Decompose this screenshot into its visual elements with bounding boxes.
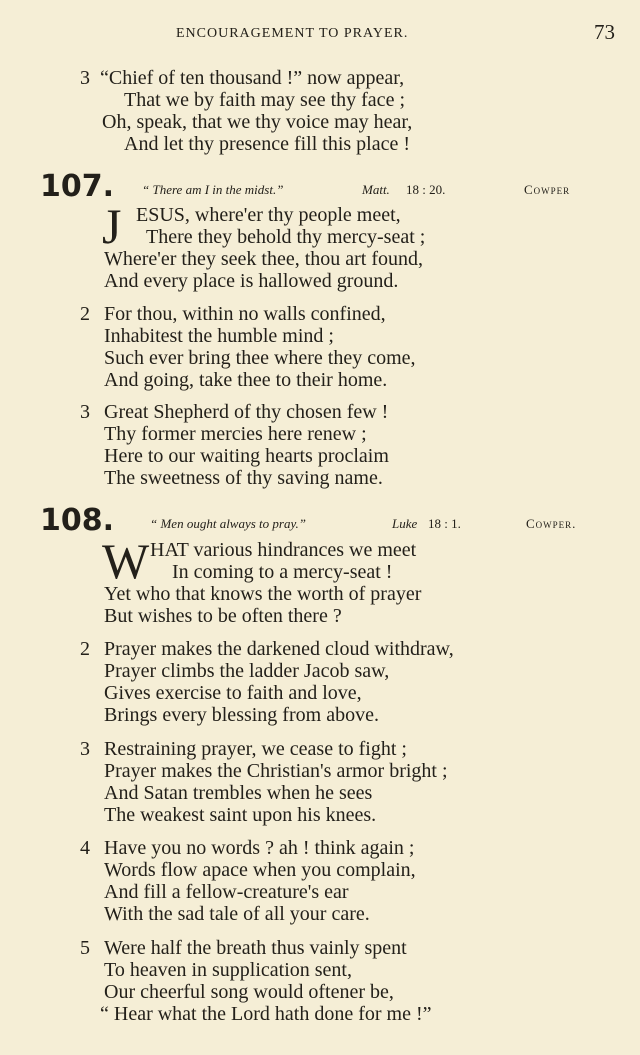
hymn-number: 108. [40,503,115,538]
verse-line: That we by faith may see thy face ; [124,89,405,111]
verse-number: 4 [80,837,90,859]
verse-line: HAT various hindrances we meet [150,539,417,561]
verse-line: There they behold thy mercy-seat ; [146,226,426,248]
page-number: 73 [594,20,615,44]
verse-number: 2 [80,303,90,325]
verse-line: And every place is hallowed ground. [104,270,399,292]
verse-line: Gives exercise to faith and love, [104,682,362,704]
verse-line: Yet who that knows the worth of prayer [104,583,422,605]
verse-line: And going, take thee to their home. [104,369,388,391]
verse-number: 3 [80,67,90,89]
verse-line: And fill a fellow-creature's ear [104,881,349,903]
verse-line: Were half the breath thus vainly spent [104,937,407,959]
verse-line: To heaven in supplication sent, [104,959,352,981]
running-title: ENCOURAGEMENT TO PRAYER. [176,26,409,41]
verse-line: “ Hear what the Lord hath done for me !” [100,1003,432,1025]
hymn-author: Cowper. [526,516,577,531]
verse-number: 3 [80,401,90,423]
hymn-source-book: Matt. [362,182,390,197]
verse-line: Inhabitest the humble mind ; [104,325,334,347]
verse-line: The weakest saint upon his knees. [104,804,377,826]
verse-line: And let thy presence fill this place ! [124,133,411,155]
verse-line: Brings every blessing from above. [104,704,379,726]
hymn-108-heading [0,503,640,538]
verse-line: Oh, speak, that we thy voice may hear, [102,111,413,133]
verse-line: And Satan trembles when he sees [104,782,373,804]
verse-line: Prayer makes the darkened cloud withdraw, [104,638,454,660]
hymn-author: Cowper [524,182,571,197]
verse-line: Great Shepherd of thy chosen few ! [104,401,389,423]
verse-line: Prayer climbs the ladder Jacob saw, [104,660,390,682]
hymn-epigraph: “ Men ought always to pray.” [150,516,307,531]
verse-line: “Chief of ten thousand !” now appear, [100,67,405,89]
hymn-number: 107. [40,169,115,204]
verse-line: In coming to a mercy-seat ! [172,561,393,583]
verse-line: Our cheerful song would oftener be, [104,981,394,1003]
hymn-source-ref: 18 : 1. [428,516,461,531]
hymn-epigraph: “ There am I in the midst.” [142,182,284,197]
verse-number: 5 [80,937,90,959]
verse-number: 2 [80,638,90,660]
verse-line: For thou, within no walls confined, [104,303,386,325]
verse-line: The sweetness of thy saving name. [104,467,383,489]
hymn-source-book: Luke [392,516,418,531]
drop-cap: W [102,533,150,589]
drop-cap: J [102,198,122,254]
verse-line: Where'er they seek thee, thou art found, [104,248,424,270]
verse-line: Words flow apace when you complain, [104,859,416,881]
verse-line: ESUS, where'er thy people meet, [136,204,401,226]
verse-line: Prayer makes the Christian's armor bright ; [104,760,448,782]
hymn-source-ref: 18 : 20. [406,182,446,197]
verse-line: Such ever bring thee where they come, [104,347,416,369]
verse-line: But wishes to be often there ? [104,605,342,627]
verse-line: Restraining prayer, we cease to fight ; [104,738,407,760]
hymn-107-heading [0,169,640,204]
verse-line: Have you no words ? ah ! think again ; [104,837,415,859]
verse-line: Thy former mercies here renew ; [104,423,367,445]
verse-line: With the sad tale of all your care. [104,903,370,925]
verse-line: Here to our waiting hearts proclaim [104,445,389,467]
verse-number: 3 [80,738,90,760]
